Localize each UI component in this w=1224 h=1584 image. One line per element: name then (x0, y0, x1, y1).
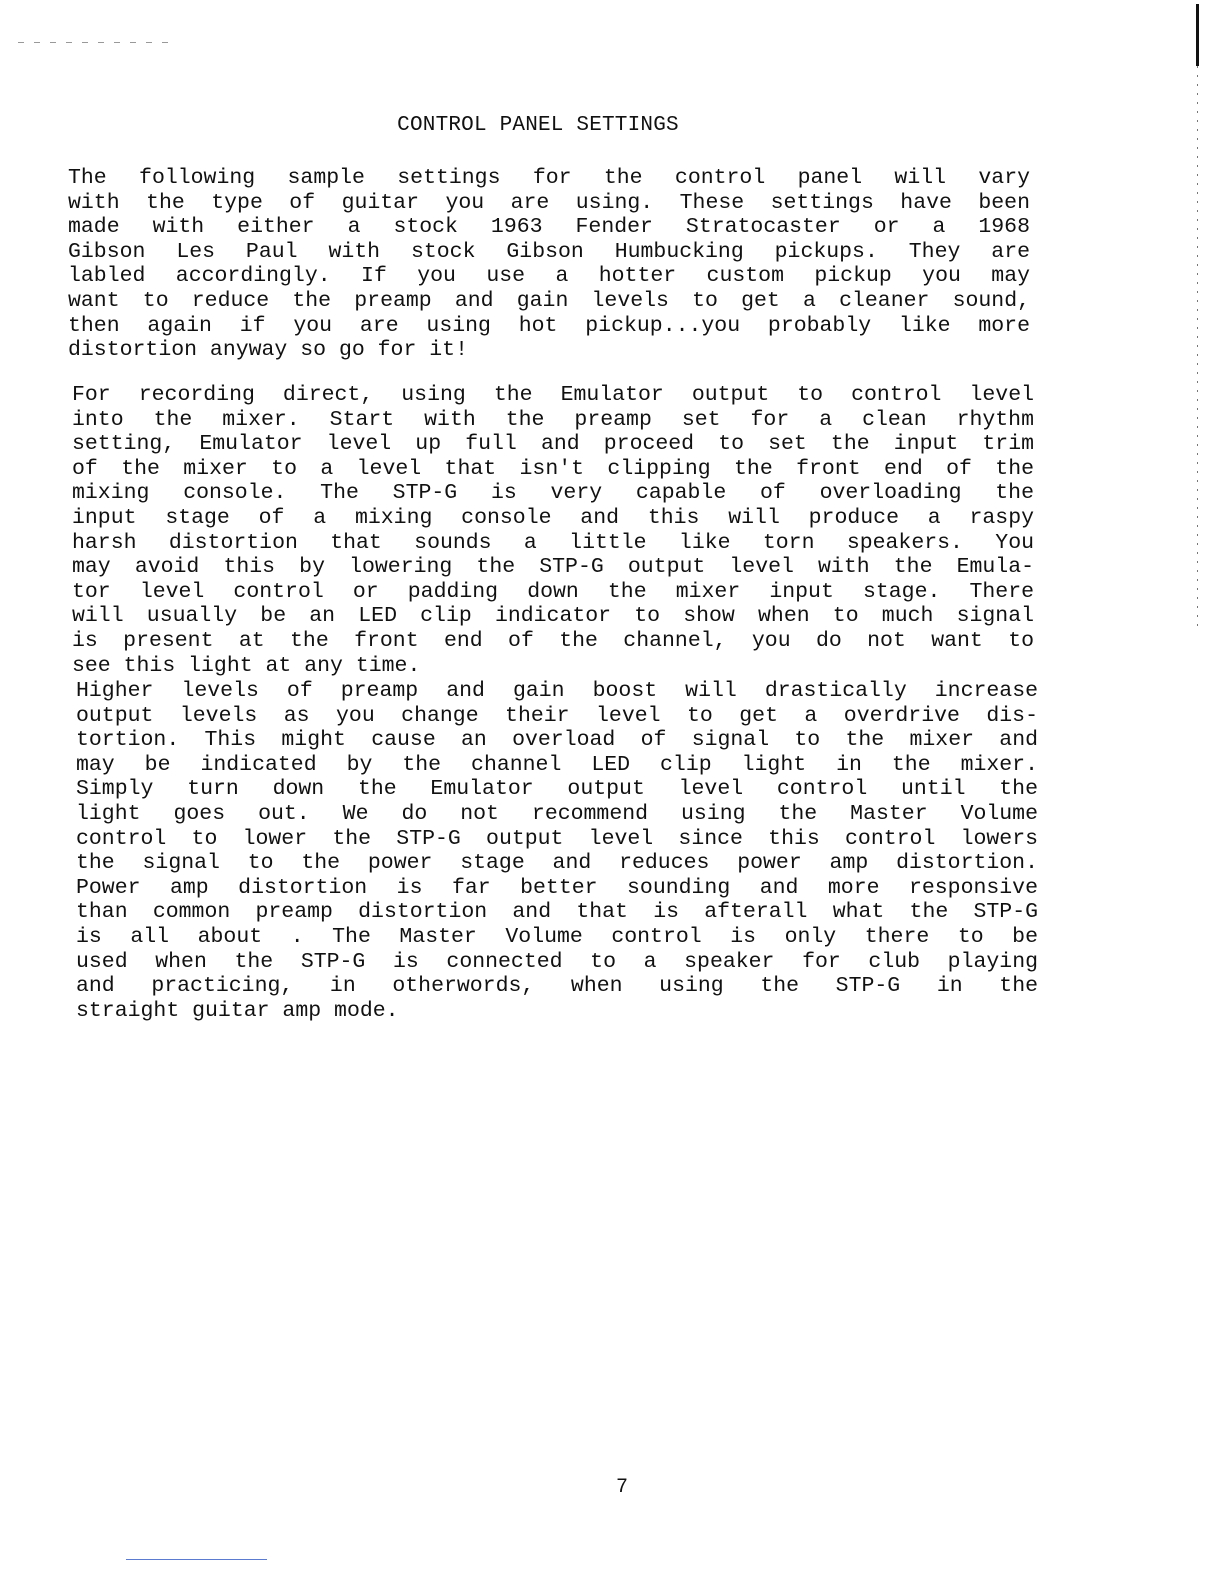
text-line: The following sample settings for the control panel will vary (68, 166, 1030, 190)
text-line: may be indicated by the channel LED clip light in the mixer. (76, 752, 1038, 777)
text-line: Higher levels of preamp and gain boost will drastically increase (76, 679, 1038, 703)
text-line: tortion. This might cause an overload of signal to the mixer and (76, 728, 1038, 753)
page-number: 7 (615, 1476, 628, 1499)
scan-artifact-edge-ticks (1197, 66, 1198, 626)
text-line: Power amp distortion is far better sounding and more responsive (76, 875, 1038, 900)
text-line: is present at the front end of the channel, you do not want to (72, 628, 1034, 653)
text-line: control to lower the STP-G output level since this control lowers (76, 826, 1038, 851)
text-line: of the mixer to a level that isn't clipping the front end of the (72, 456, 1034, 481)
text-line: see this light at any time. (72, 653, 421, 678)
scan-artifact-edge-bar (1196, 4, 1199, 66)
text-line: with the type of guitar you are using. These settings have been (68, 190, 1030, 215)
text-line: distortion anyway so go for it! (68, 338, 468, 363)
text-line: the signal to the power stage and reduces power amp distortion. (76, 851, 1038, 876)
text-line: input stage of a mixing console and this will produce a raspy (72, 505, 1034, 530)
text-line: tor level control or padding down the mixer input stage. There (72, 579, 1034, 604)
paragraph-guitar-settings (68, 166, 1030, 363)
text-line: want to reduce the preamp and gain levels to get a cleaner sound, (68, 288, 1030, 313)
text-line: straight guitar amp mode. (76, 998, 399, 1023)
text-line: may avoid this by lowering the STP-G output level with the Emula- (72, 555, 1034, 580)
text-line: light goes out. We do not recommend using the Master Volume (76, 801, 1038, 826)
text-line: made with either a stock 1963 Fender Stratocaster or a 1968 (68, 215, 1030, 240)
text-line: labled accordingly. If you use a hotter custom pickup you may (68, 264, 1030, 289)
paragraph-gain-levels (76, 679, 1038, 1023)
text-line: output levels as you change their level to get a overdrive dis- (76, 703, 1038, 728)
page-title: CONTROL PANEL SETTINGS (397, 114, 679, 137)
text-line: then again if you are using hot pickup...you probably like more (68, 313, 1030, 338)
scan-artifact-dashes (18, 42, 178, 43)
text-line: and practicing, in otherwords, when using the STP-G in the (76, 974, 1038, 999)
text-line: used when the STP-G is connected to a speaker for club playing (76, 949, 1038, 974)
text-line: harsh distortion that sounds a little like torn speakers. You (72, 530, 1034, 555)
text-line: will usually be an LED clip indicator to show when to much signal (72, 604, 1034, 629)
text-line: For recording direct, using the Emulator output to control level (72, 383, 1034, 407)
text-line: mixing console. The STP-G is very capable of overloading the (72, 481, 1034, 506)
paragraph-recording-direct (72, 383, 1034, 678)
text-line: Gibson Les Paul with stock Gibson Humbucking pickups. They are (68, 239, 1030, 264)
text-line: is all about . The Master Volume control is only there to be (76, 924, 1038, 949)
scan-artifact-bottom-line (126, 1559, 267, 1560)
text-line: into the mixer. Start with the preamp set for a clean rhythm (72, 407, 1034, 432)
text-line: Simply turn down the Emulator output level control until the (76, 777, 1038, 802)
text-line: setting, Emulator level up full and proceed to set the input trim (72, 432, 1034, 457)
text-line: than common preamp distortion and that is afterall what the STP-G (76, 900, 1038, 925)
